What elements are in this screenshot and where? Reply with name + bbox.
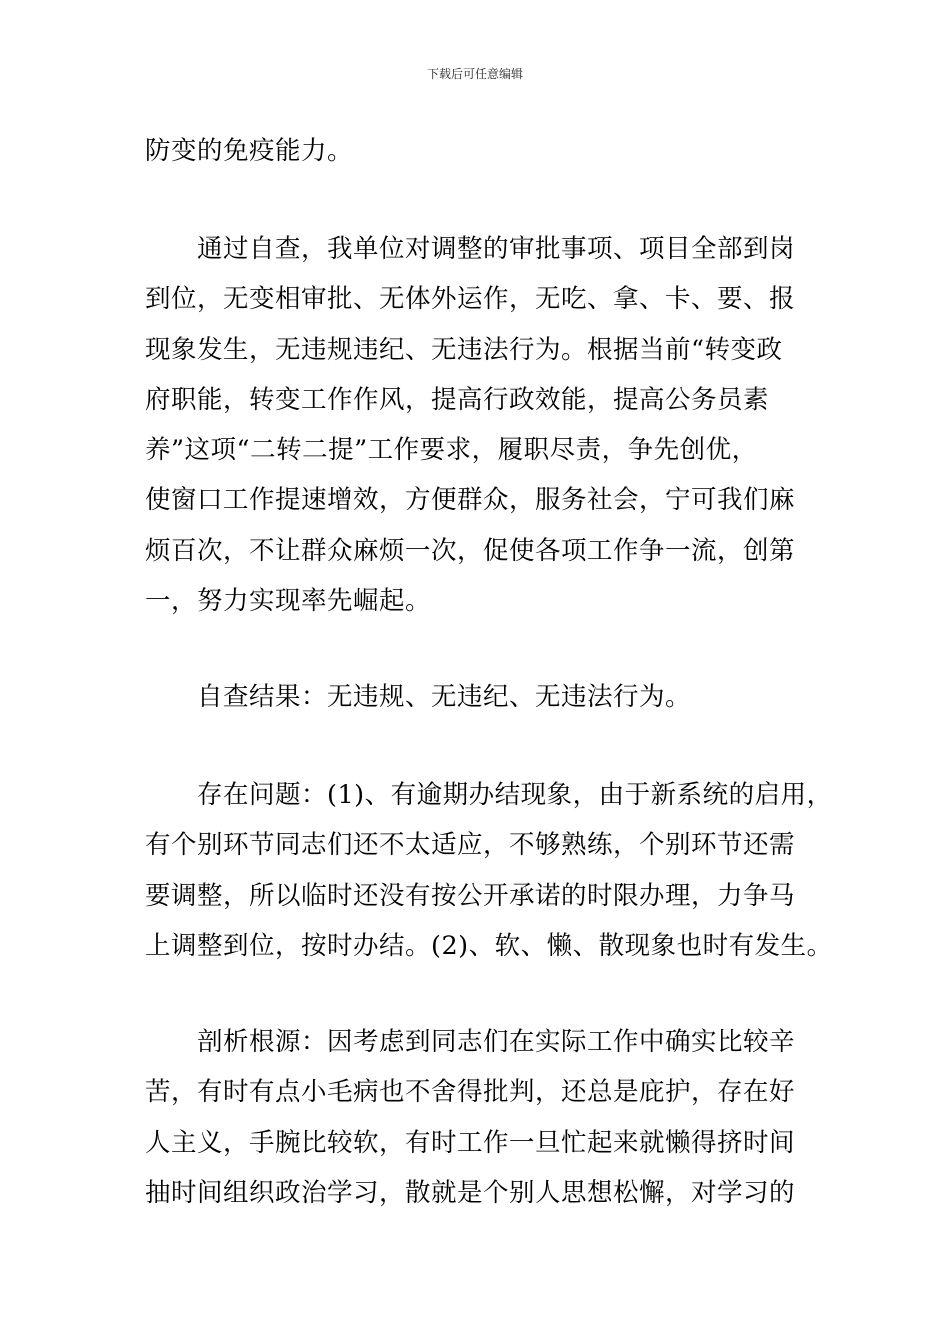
text-line: 上调整到位，按时办结。(2)、软、懒、散现象也时有发生。: [145, 930, 833, 961]
text-line: 到位，无变相审批、无体外运作，无吃、拿、卡、要、报: [145, 284, 796, 315]
page-header: 下载后可任意编辑: [426, 67, 523, 81]
text-line: 剖析根源：因考虑到同志们在实际工作中确实比较辛: [197, 1027, 796, 1057]
paragraph-results: [145, 672, 810, 722]
text-line: 有个别环节同志们还不太适应，不够熟练，个别环节还需: [145, 830, 796, 861]
text-line: 自查结果：无违规、无违纪、无违法行为。: [197, 682, 692, 712]
text-line: 防变的免疫能力。: [145, 136, 354, 166]
text-line: 使窗口工作提速增效，方便群众，服务社会，宁可我们麻: [145, 485, 796, 516]
text-line: 人主义，手腕比较软，有时工作一旦忙起来就懒得挤时间: [145, 1127, 796, 1158]
text-line: 要调整，所以临时还没有按公开承诺的时限办理，力争马: [145, 880, 796, 911]
text-line: 存在问题：(1)、有逾期办结现象，由于新系统的启用，: [197, 780, 833, 810]
text-line: 苦，有时有点小毛病也不舍得批判，还总是庇护，存在好: [145, 1077, 796, 1108]
text-line: 通过自查，我单位对调整的审批事项、项目全部到岗: [197, 234, 796, 264]
text-line: 烦百次，不让群众麻烦一次，促使各项工作争一流，创第: [145, 535, 796, 566]
paragraph-self-inspection: [145, 224, 810, 626]
paragraph-problems: [145, 770, 833, 971]
text-line: 抽时间组织政治学习，散就是个别人思想松懈，对学习的: [145, 1177, 796, 1208]
paragraph-root-cause: [145, 1017, 810, 1218]
paragraph-continuation: [145, 126, 810, 176]
text-line: 养”这项“二转二提”工作要求，履职尽责，争先创优，: [145, 435, 758, 466]
text-line: 府职能，转变工作作风，提高行政效能，提高公务员素: [145, 384, 770, 415]
text-line: 现象发生，无违规违纪、无违法行为。根据当前“转变政: [145, 334, 783, 365]
text-line: 一，努力实现率先崛起。: [145, 586, 432, 617]
